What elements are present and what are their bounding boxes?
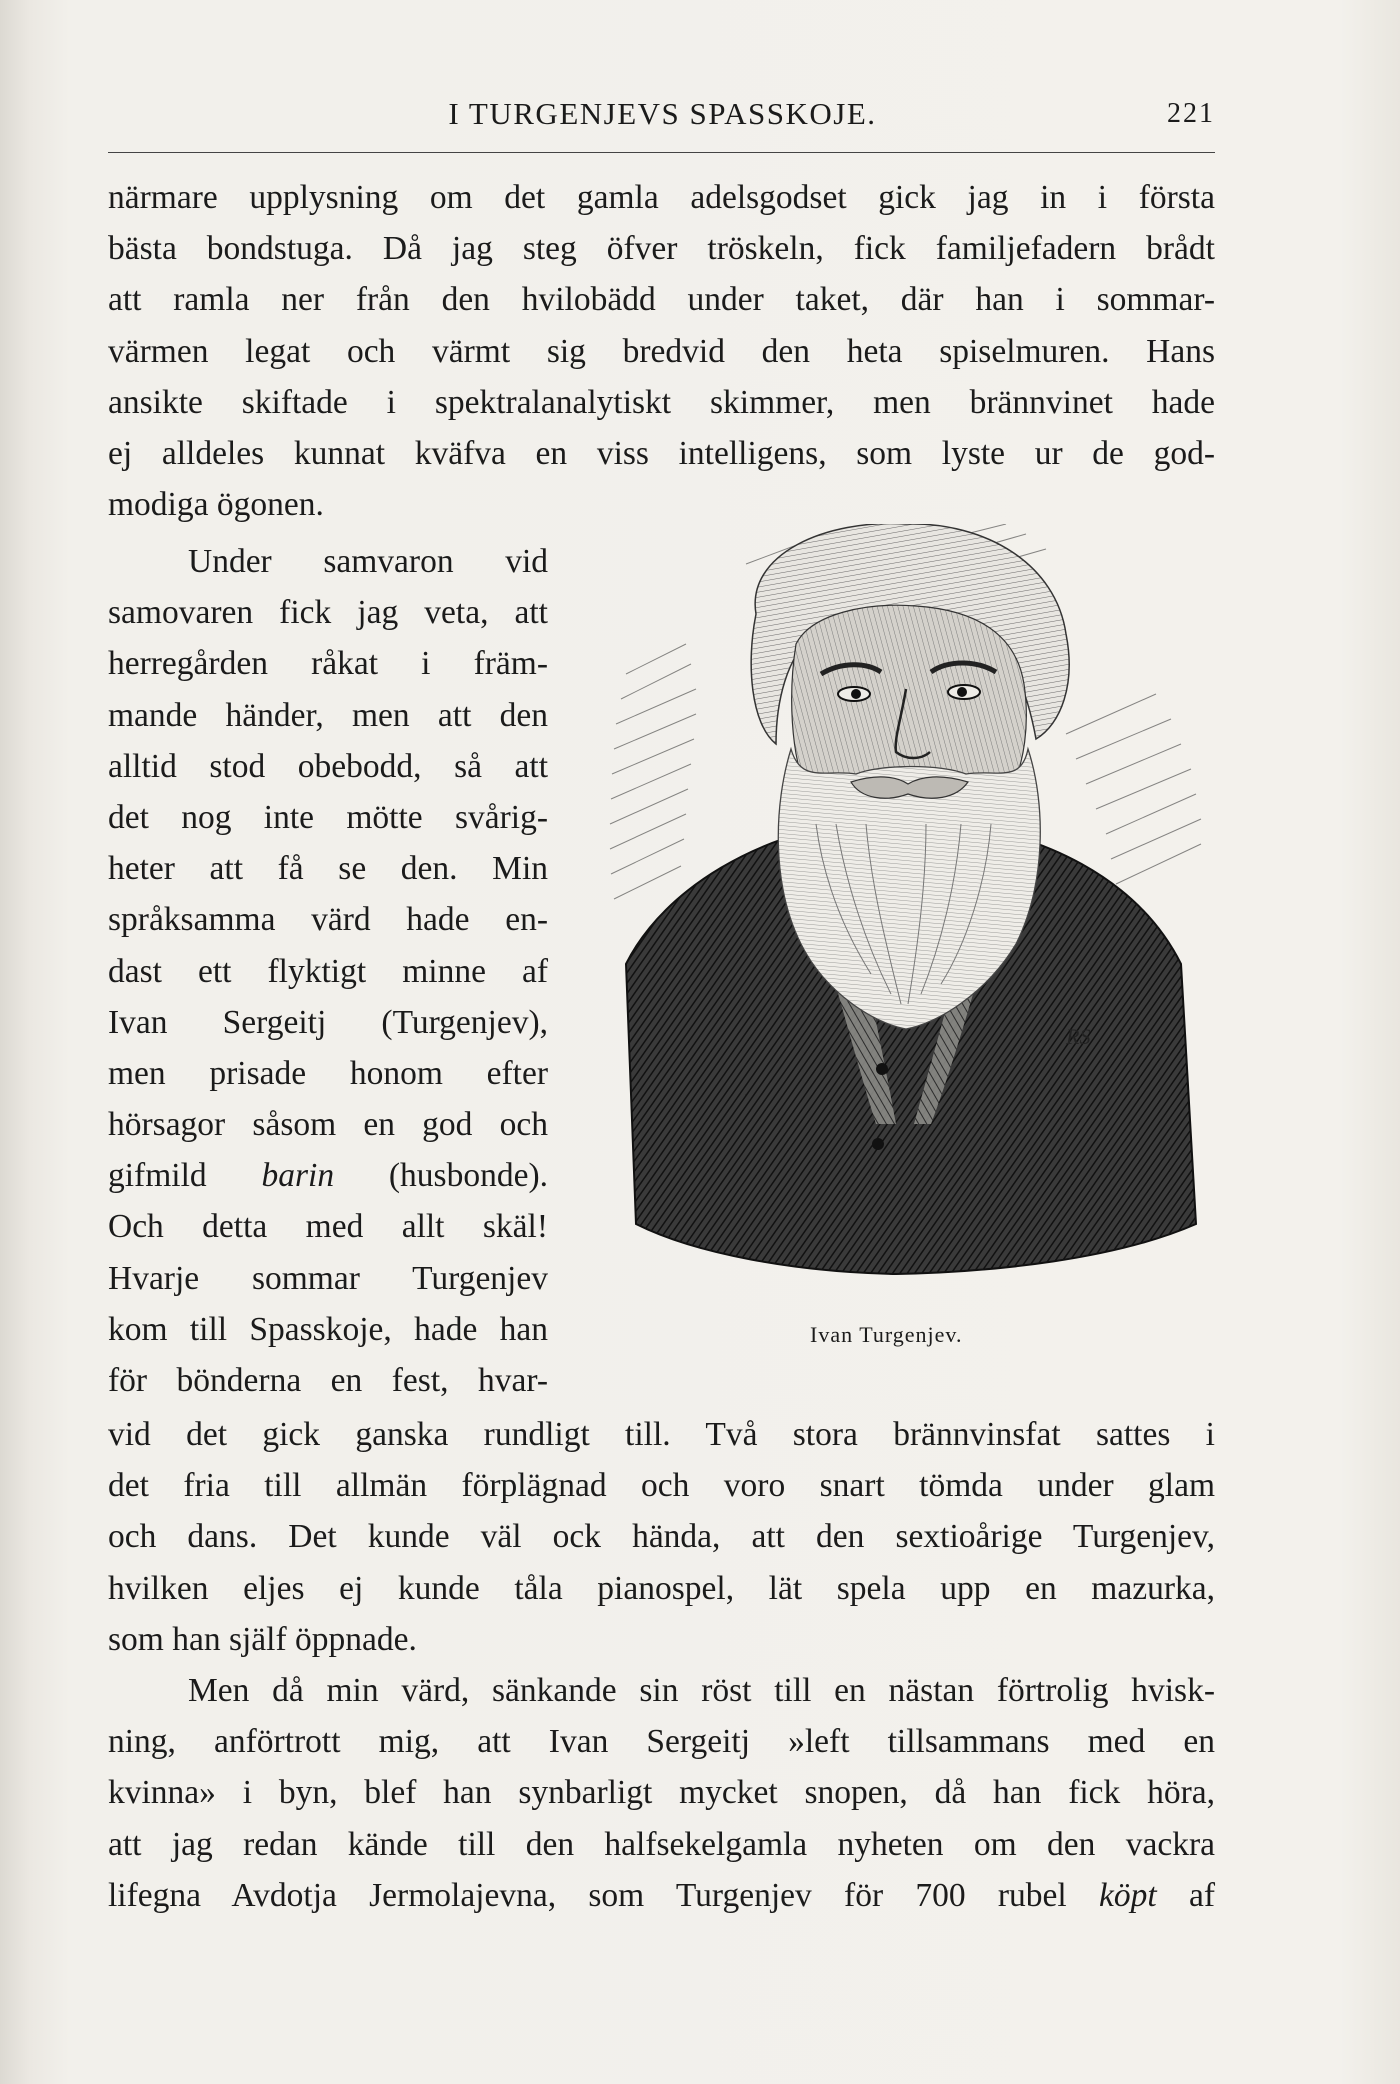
text-line: herregården råkat i främ- — [108, 645, 548, 683]
text-line: att jag redan kände till den halfsekelgamla nyheten om den vackra — [108, 1825, 1215, 1863]
text-line: kvinna» i byn, blef han synbarligt mycket snopen, då han fick höra, — [108, 1774, 1215, 1812]
text-line: närmare upplysning om det gamla adelsgodset gick jag in i första — [108, 179, 1215, 216]
text-line: för bönderna en fest, hvar- — [108, 1362, 548, 1399]
text-line — [108, 1870, 1215, 1921]
text-line: det nog inte mötte svårig- — [108, 798, 548, 836]
text-line: alltid stod obebodd, så att — [108, 747, 548, 785]
text-line: bästa bondstuga. Då jag steg öfver tröskeln, fick familjefadern brådt — [108, 230, 1215, 268]
text-line: vid det gick ganska rundligt till. Två stora brännvinsfat sattes i — [108, 1416, 1215, 1453]
paragraph-narrow — [108, 536, 548, 1406]
text-line: heter att få se den. Min — [108, 850, 548, 888]
text-line: men prisade honom efter — [108, 1054, 548, 1092]
text-line: språksamma värd hade en- — [108, 901, 548, 939]
text-line: Hvarje sommar Turgenjev — [108, 1259, 548, 1297]
text-line: kom till Spasskoje, hade han — [108, 1310, 548, 1348]
text-line: hvilken eljes ej kunde tåla pianospel, lät spela upp en mazurka, — [108, 1569, 1215, 1607]
text-line: ej alldeles kunnat kväfva en viss intelligens, som lyste ur de god- — [108, 434, 1215, 472]
text-line: hörsagor såsom en god och — [108, 1106, 548, 1144]
text-line: och dans. Det kunde väl ock hända, att den sextioårige Turgenjev, — [108, 1518, 1215, 1556]
italic-word: köpt — [1099, 1876, 1157, 1914]
paragraph-top — [108, 172, 1215, 530]
text-line: ning, anförtrott mig, att Ivan Sergeitj »left tillsammans med en — [108, 1723, 1215, 1761]
text-line: det fria till allmän förplägnad och voro snart tömda under glam — [108, 1467, 1215, 1505]
portrait-engraving — [596, 524, 1208, 1280]
text-line — [108, 1150, 548, 1201]
paragraph-bottom — [108, 1409, 1215, 1665]
text-line: modiga ögonen. — [108, 486, 324, 524]
face — [792, 605, 1027, 789]
paragraph-second — [108, 1665, 1215, 1921]
header-rule — [108, 152, 1215, 153]
text-line: som han själf öppnade. — [108, 1620, 417, 1658]
text-line: Ivan Sergeitj (Turgenjev), — [108, 1003, 548, 1041]
text-line: Och detta med allt skäl! — [108, 1208, 548, 1246]
text-line: mande händer, men att den — [108, 696, 548, 734]
running-head — [110, 96, 1215, 136]
text-line: samovaren fick jag veta, att — [108, 594, 548, 632]
text-line: ansikte skiftade i spektralanalytiskt skimmer, men brännvinet hade — [108, 383, 1215, 421]
running-title: I TURGENJEVS SPASSKOJE. — [448, 96, 877, 131]
engraver-monogram: RS — [1066, 1024, 1091, 1049]
portrait-image — [596, 524, 1208, 1280]
text-fragment: lifegna Avdotja Jermolajevna, som Turgenjev för 700 rubel — [108, 1876, 1067, 1914]
text-fragment: gifmild — [108, 1157, 207, 1195]
text-line: dast ett flyktigt minne af — [108, 952, 548, 990]
text-line: Under samvaron vid — [188, 543, 548, 580]
page-number: 221 — [1167, 98, 1215, 129]
text-line: värmen legat och värmt sig bredvid den heta spiselmuren. Hans — [108, 332, 1215, 370]
text-fragment: af — [1188, 1876, 1216, 1914]
figure-caption: Ivan Turgenjev. — [810, 1322, 963, 1347]
text-line: att ramla ner från den hvilobädd under taket, där han i sommar- — [108, 281, 1215, 319]
italic-word: barin — [261, 1157, 335, 1195]
text-fragment: (husbonde). — [388, 1157, 548, 1195]
text-line: Men då min värd, sänkande sin röst till en nästan förtrolig hvisk- — [188, 1672, 1215, 1709]
